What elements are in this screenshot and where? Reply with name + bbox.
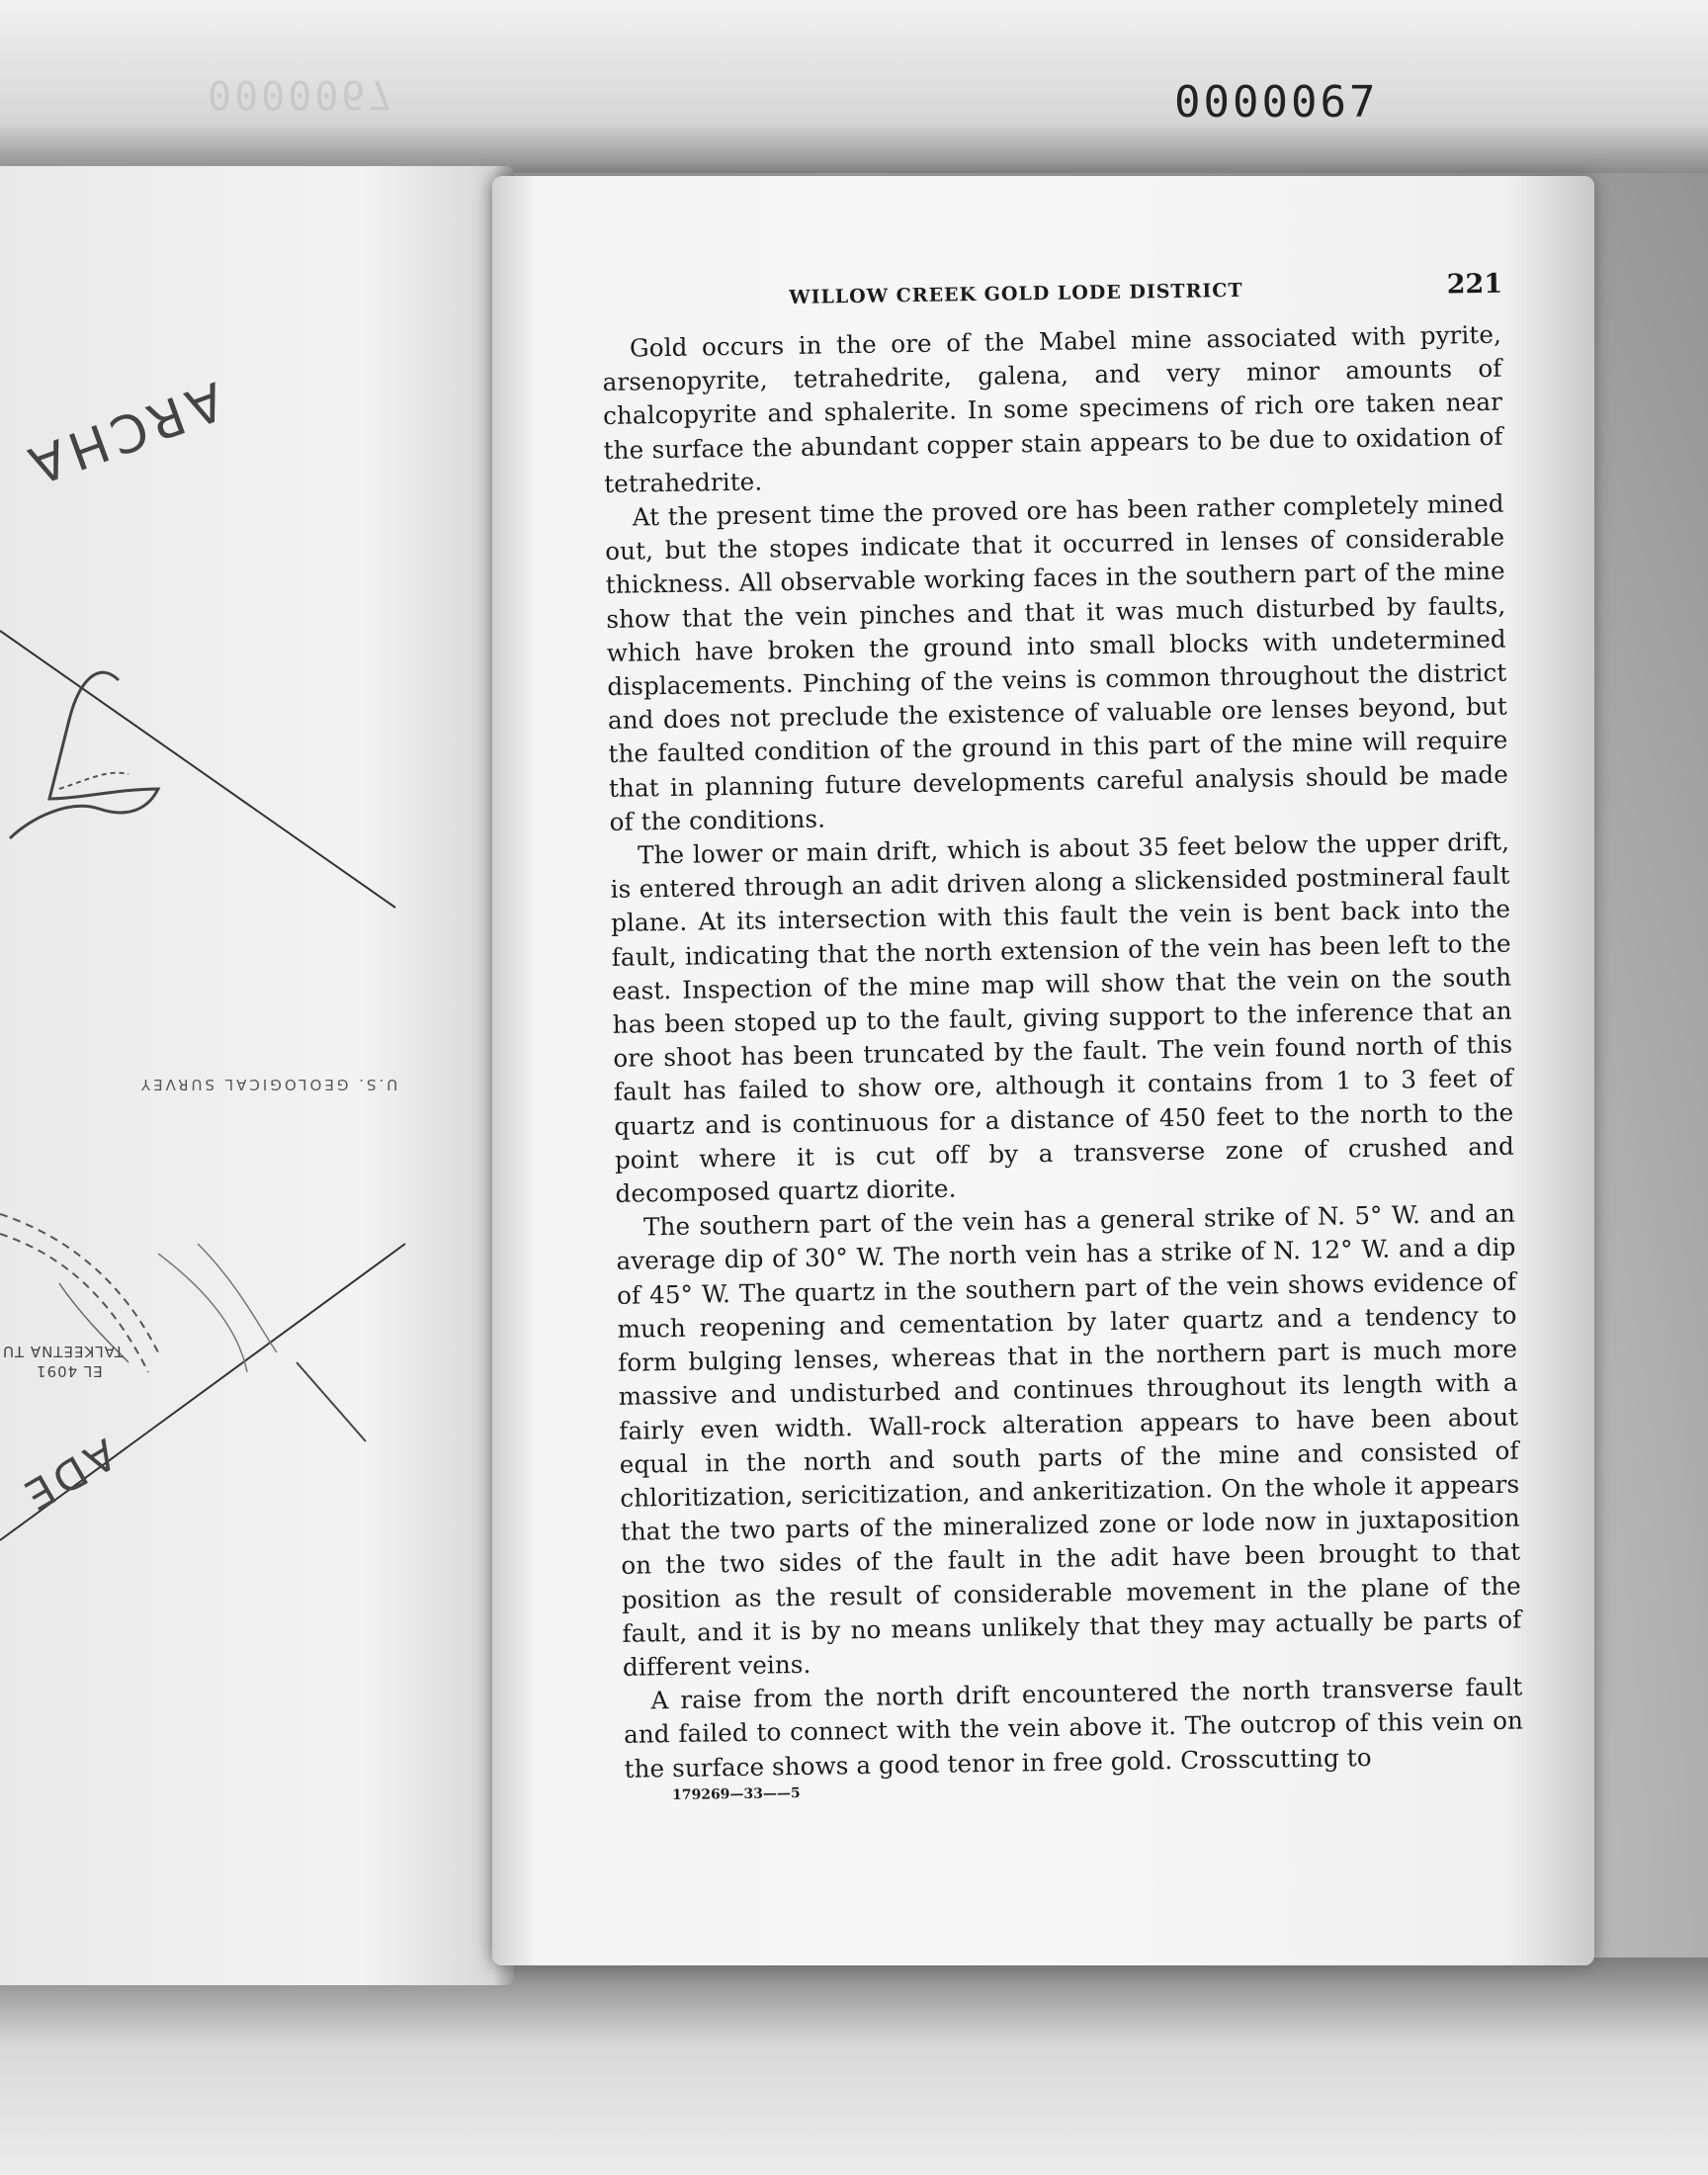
paragraph: A raise from the north drift encountered the north transverse fault and failed to connect with the vein above it. The outcrop of this vein on the surface shows a good tenor in free gold. Crosscutting to bbox=[623, 1672, 1524, 1784]
right-page bbox=[492, 176, 1594, 1965]
map-label: TALKEETNA TU bbox=[2, 1343, 124, 1360]
paragraph: The southern part of the vein has a general strike of N. 5° W. and an average dip of 30° W. The north vein has a strike of N. 12° W. and a dip of 45° W. The quartz in the southern part of the vein shows evidence of much reopening and cementation by later quartz and a tendency to form bulging lenses, whereas that in the northern part is much more massive and undisturbed and continues throughout its length with a fairly even width. Wall-rock alteration appears to have been about equal in the north and south parts of the mine and consisted of chloritization, sericitization, and ankeritization. On the whole it appears that the two parts of the mineralized zone or lode now in juxtaposition on the two sides of the fault in the adit have been brought to that position as the result of considerable movement in the plane of the fault, and it is by no means unlikely that they may actually be parts of different veins. bbox=[616, 1198, 1522, 1682]
paragraph: Gold occurs in the ore of the Mabel mine associated with pyrite, arsenopyrite, tetrahedrite, galena, and very minor amounts of chalcopyrite and sphalerite. In some specimens of rich ore taken near the surface the abundant copper stain appears to be due to oxidation of tetrahedrite. bbox=[602, 319, 1503, 498]
paragraph: The lower or main drift, which is about 35 feet below the upper drift, is entered through an adit driven along a slickensided postmineral fault plane. At its intersection with this fault the vein is bent back into the fault, indicating that the north extension of the vein has been left to the east. Inspection of the mine map will show that the vein on the south has been stoped up to the fault, giving support to the inference that an ore shoot has been truncated by the fault. The vein found north of this fault has failed to show ore, although it contains from 1 to 3 feet of quartz and is continuous for a distance of 450 feet to the north to the point where it is cut off by a transverse zone of crushed and decomposed quartz diorite. bbox=[610, 826, 1515, 1208]
survey-label: U.S. GEOLOGICAL SURVEY bbox=[138, 1076, 398, 1093]
map-label: EL 4091 bbox=[36, 1362, 103, 1380]
page-text bbox=[601, 269, 1524, 1804]
page-number: 221 bbox=[1446, 268, 1503, 301]
running-head-title: WILLOW CREEK GOLD LODE DISTRICT bbox=[789, 279, 1243, 309]
paragraph: At the present time the proved ore has been rather completely mined out, but the stopes indicate that it occurred in lenses of considerable thickness. All observable working faces in the southern part of the mine show that the vein pinches and that it was much disturbed by faults, which have broken the ground into small blocks with undetermined displacements. Pinching of the veins is common throughout the district and does not preclude the existence of valuable ore lenses beyond, but the faulted condition of the ground in this part of the mine will require that in planning future developments careful analysis should be made of the conditions. bbox=[605, 488, 1509, 836]
map-label: ADE bbox=[12, 1429, 125, 1522]
left-page bbox=[0, 166, 514, 1985]
serial-number: 0000067 bbox=[1174, 77, 1379, 128]
scan-bottom-shadow bbox=[0, 1958, 1708, 2175]
printer-signature: 179269—33——5 bbox=[671, 1784, 801, 1803]
serial-number-ghost: 0000067 bbox=[208, 71, 395, 117]
map-heading-fragment: ARCHA bbox=[16, 369, 232, 497]
